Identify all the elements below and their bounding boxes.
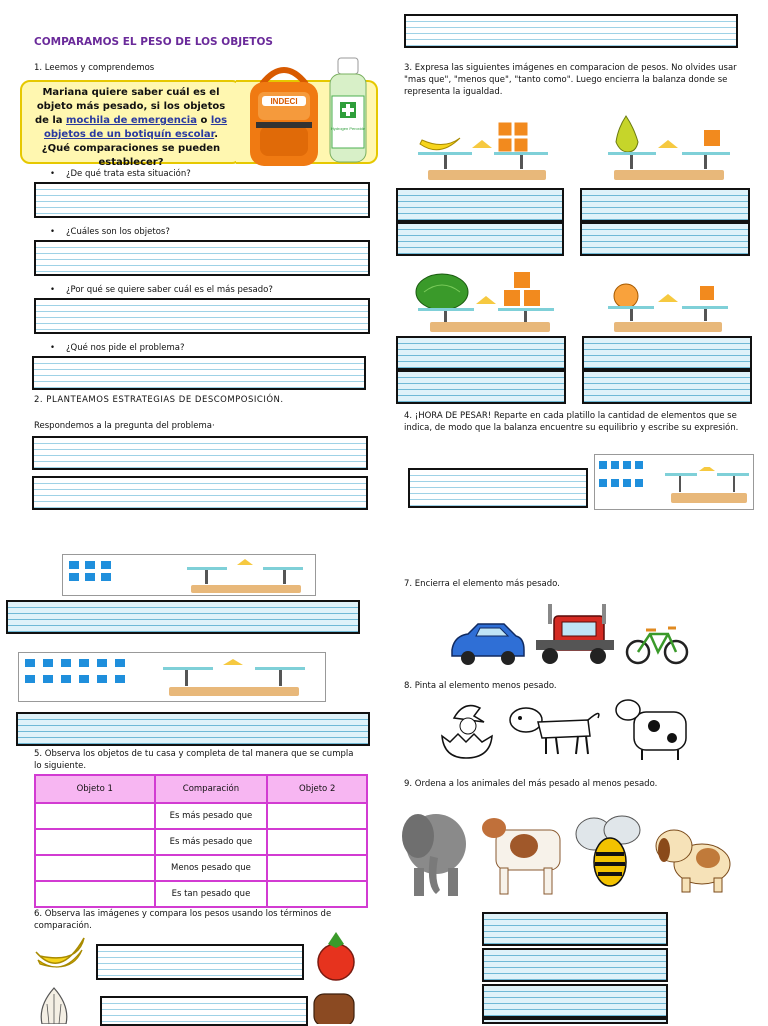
table-input-cell[interactable] bbox=[35, 855, 155, 881]
scale-banana-blocks bbox=[414, 118, 560, 184]
story-link-firstaid: los objetos de un botiquín escolar bbox=[43, 115, 228, 140]
bread-image bbox=[310, 990, 358, 1024]
answer-field-6[interactable] bbox=[32, 476, 368, 510]
answer-field-2[interactable] bbox=[34, 240, 370, 276]
section-4-text: 4. ¡HORA DE PESAR! Reparte en cada platillo la cantidad de elementos que se indica, de modo que la balanza encuentre su equilibrio y escribe su expresión. bbox=[404, 411, 739, 433]
answer-field-7[interactable] bbox=[6, 600, 360, 634]
answer-field-s3-7[interactable] bbox=[396, 370, 566, 404]
scale-icon bbox=[159, 659, 309, 699]
answer-field-top-right[interactable] bbox=[404, 14, 738, 48]
worksheet-title: COMPARAMOS EL PESO DE LOS OBJETOS bbox=[34, 36, 273, 48]
table-input-cell[interactable] bbox=[267, 803, 367, 829]
table-input-cell[interactable] bbox=[267, 829, 367, 855]
table-input-cell[interactable] bbox=[35, 829, 155, 855]
table-header-comparacion: Comparación bbox=[155, 775, 268, 803]
peroxide-bottle-image bbox=[326, 56, 370, 164]
chick-egg-image bbox=[434, 696, 500, 762]
table-input-cell[interactable] bbox=[267, 855, 367, 881]
answer-field-9[interactable] bbox=[96, 944, 304, 980]
answer-field-10[interactable] bbox=[100, 996, 308, 1026]
answer-field-s3-3[interactable] bbox=[396, 222, 564, 256]
answer-field-5[interactable] bbox=[32, 436, 368, 470]
garlic-image bbox=[34, 986, 74, 1024]
table-input-cell[interactable] bbox=[35, 803, 155, 829]
section-2-heading: 2. PLANTEAMOS ESTRATEGIAS DE DESCOMPOSICIÓN. bbox=[34, 395, 284, 405]
table-input-cell[interactable] bbox=[267, 881, 367, 907]
balance-frame-12 bbox=[18, 652, 326, 702]
table-row bbox=[35, 855, 367, 881]
tomato-image bbox=[314, 928, 360, 984]
answer-field-s3-1[interactable] bbox=[396, 188, 564, 222]
dog-image bbox=[506, 702, 606, 758]
answer-field-s9-4[interactable] bbox=[482, 1018, 668, 1024]
answer-field-1[interactable] bbox=[34, 182, 370, 218]
question-2: • ¿Cuáles son los objetos? bbox=[66, 226, 170, 238]
question-3: • ¿Por qué se quiere saber cuál es el más pesado? bbox=[66, 284, 273, 296]
story-text-o: o bbox=[196, 115, 211, 126]
question-1: • ¿De qué trata esta situación? bbox=[66, 168, 191, 180]
cow-image bbox=[614, 696, 690, 762]
answer-field-s3-4[interactable] bbox=[580, 222, 750, 256]
banana-image bbox=[32, 930, 88, 978]
section-8-text: 8. Pinta al elemento menos pesado. bbox=[404, 681, 557, 691]
table-comparison-cell: Es más pesado que bbox=[155, 829, 268, 855]
bee-image bbox=[570, 808, 648, 892]
story-box bbox=[20, 80, 242, 168]
answer-field-4[interactable] bbox=[32, 356, 366, 390]
section-6-text: 6. Observa las imágenes y compara los pesos usando los términos de comparación. bbox=[34, 909, 332, 931]
section-7-text: 7. Encierra el elemento más pesado. bbox=[404, 579, 560, 589]
puppy-image bbox=[652, 812, 736, 896]
section-5-text: 5. Observa los objetos de tu casa y completa de tal manera que se cumpla lo siguiente. bbox=[34, 749, 354, 771]
section-3-text: 3. Expresa las siguientes imágenes en comparacion de pesos. No olvides usar "mas que", "menos que", "tanto como". Luego encierra la balanza donde se representa la igualdad. bbox=[404, 63, 737, 97]
scale-icon bbox=[181, 559, 311, 595]
table-header-objeto-1: Objeto 1 bbox=[35, 775, 155, 803]
answer-field-3[interactable] bbox=[34, 298, 370, 334]
answer-field-s3-6[interactable] bbox=[582, 336, 752, 370]
answer-field-s9-1[interactable] bbox=[482, 912, 668, 946]
table-comparison-cell: Es más pesado que bbox=[155, 803, 268, 829]
table-comparison-cell: Menos pesado que bbox=[155, 855, 268, 881]
elephant-image bbox=[396, 800, 470, 900]
scale-icon bbox=[663, 467, 753, 507]
emergency-backpack-image bbox=[244, 56, 324, 168]
cow-image bbox=[478, 808, 566, 898]
svg-text:INDECI: INDECI bbox=[270, 97, 298, 106]
story-link-backpack: mochila de emergencia bbox=[66, 115, 197, 126]
truck-image bbox=[532, 602, 618, 666]
table-input-cell[interactable] bbox=[35, 881, 155, 907]
comparison-table bbox=[34, 774, 368, 908]
answer-field-8[interactable] bbox=[16, 712, 370, 746]
answer-field-s3-5[interactable] bbox=[396, 336, 566, 370]
svg-text:Hydrogen Peroxide: Hydrogen Peroxide bbox=[330, 126, 366, 131]
answer-field-s9-3[interactable] bbox=[482, 984, 668, 1018]
scale-watermelon-blocks bbox=[414, 270, 564, 336]
bicycle-image bbox=[624, 622, 690, 666]
answer-field-s3-2[interactable] bbox=[580, 188, 750, 222]
table-comparison-cell: Es tan pesado que bbox=[155, 881, 268, 907]
balance-frame-6 bbox=[62, 554, 316, 596]
answer-field-s3-8[interactable] bbox=[582, 370, 752, 404]
section-2-subtitle: Respondemos a la pregunta del problema· bbox=[34, 421, 215, 431]
balance-frame-s4 bbox=[594, 454, 754, 510]
answer-field-s4[interactable] bbox=[408, 468, 588, 508]
table-row bbox=[35, 829, 367, 855]
scale-orange-block bbox=[604, 282, 732, 336]
scale-pear-block bbox=[604, 110, 734, 184]
section-9-text: 9. Ordena a los animales del más pesado al menos pesado. bbox=[404, 779, 658, 789]
table-header-objeto-2: Objeto 2 bbox=[267, 775, 367, 803]
car-image bbox=[448, 620, 526, 668]
question-4: • ¿Qué nos pide el problema? bbox=[66, 342, 185, 354]
story-text-b: . ¿Qué comparaciones se pueden establecer? bbox=[41, 129, 221, 168]
section-1-heading: 1. Leemos y comprendemos bbox=[34, 63, 155, 73]
table-row bbox=[35, 803, 367, 829]
table-row bbox=[35, 881, 367, 907]
answer-field-s9-2[interactable] bbox=[482, 948, 668, 982]
story-text-a: Mariana quiere saber cuál es el objeto más pesado, si los objetos de la bbox=[34, 87, 226, 126]
